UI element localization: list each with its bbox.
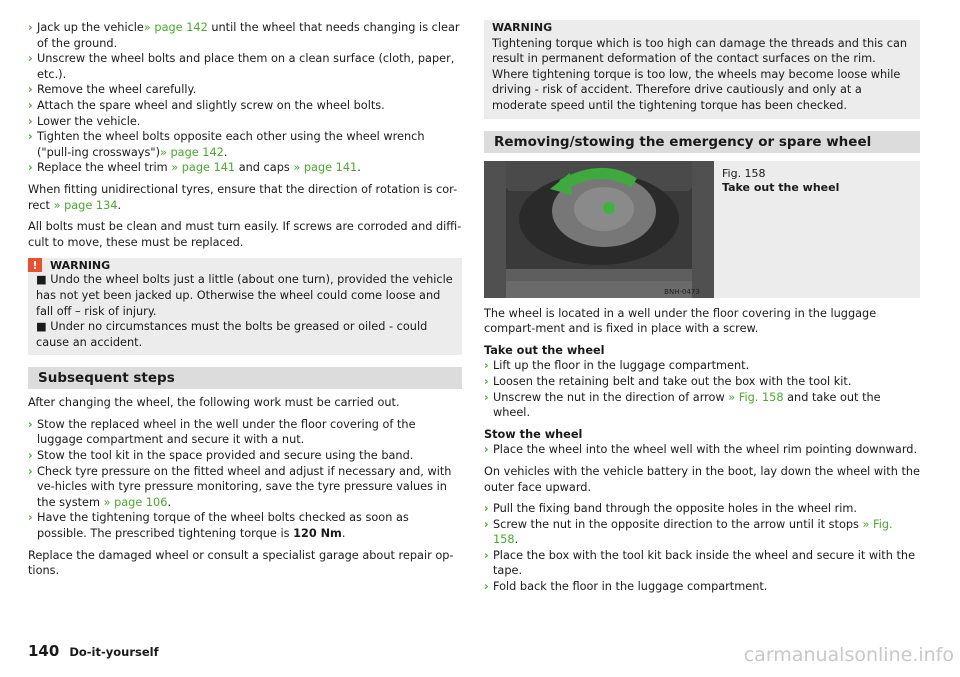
arrow-icon: ›: [484, 548, 489, 562]
paragraph: The wheel is located in a well under the floor covering in the luggage compart-ment and is fixed in place with a screw.: [484, 306, 877, 336]
page-link[interactable]: » page 106: [103, 495, 168, 509]
spare-wheel-illustration: [484, 161, 714, 298]
section-heading: Subsequent steps: [28, 367, 462, 389]
arrow-icon: ›: [28, 464, 33, 478]
arrow-icon: ›: [28, 83, 33, 97]
arrow-icon: ›: [28, 98, 33, 112]
paragraph: Replace the damaged wheel or consult a specialist garage about repair op-tions.: [28, 548, 454, 578]
page-link[interactable]: » page 141: [293, 161, 358, 175]
figure-title: Take out the wheel: [722, 180, 840, 194]
arrow-icon: ›: [28, 114, 33, 128]
stow-steps-a: [484, 442, 920, 458]
arrow-icon: ›: [28, 130, 33, 144]
step: › Lower the vehicle.: [28, 114, 141, 128]
page-link[interactable]: » page 134: [53, 198, 118, 212]
warning-title: WARNING: [50, 258, 111, 272]
step: › Tighten the wheel bolts opposite each other using the wheel wrench ("pull-ing crossways")» page 142.: [28, 130, 425, 159]
step: › Place the box with the tool kit back inside the wheel and secure it with the tape.: [484, 548, 916, 578]
steps-top: [28, 20, 462, 176]
warning-box: [28, 258, 462, 355]
step: › Stow the tool kit in the space provided and secure using the band.: [28, 449, 414, 463]
warning-box: [484, 20, 920, 119]
step: › Place the wheel into the wheel well with the wheel rim pointing downward.: [484, 443, 918, 457]
paragraph: All bolts must be clean and must turn easily. If screws are corroded and diffi-cult to move, these must be replaced.: [28, 220, 462, 249]
take-out-steps: [484, 358, 920, 420]
page-link[interactable]: » page 142: [143, 21, 208, 34]
left-column: [28, 20, 462, 579]
arrow-icon: ›: [28, 161, 33, 175]
arrow-icon: ›: [484, 390, 489, 404]
warning-body: Tightening torque which is too high can damage the threads and this can result in permanent deformation of the contact surfaces on the rim. Where tightening torque is too low, the wheels may become loose while driving - risk of accident. Therefore drive cautiously and only at a moderate speed until the tightening torque has been checked.: [492, 36, 908, 112]
step: › Stow the replaced wheel in the well under the floor covering of the luggage compartment and secure it with a nut.: [28, 417, 416, 447]
section-heading: Removing/stowing the emergency or spare wheel: [484, 131, 920, 153]
step: › Replace the wheel trim » page 141 and caps » page 141.: [28, 161, 361, 175]
arrow-icon: ›: [484, 443, 489, 457]
warning-icon: !: [28, 258, 42, 272]
arrow-icon: ›: [28, 52, 33, 66]
torque-value: 120 Nm: [293, 527, 342, 541]
arrow-icon: ›: [28, 21, 33, 34]
figure-code: BNH-0473: [664, 287, 700, 296]
step: › Jack up the vehicle» page 142 until the wheel that needs changing is clear of the ground.: [28, 21, 460, 50]
page-link[interactable]: » page 141: [171, 161, 236, 175]
step: › Check tyre pressure on the fitted wheel and adjust if necessary and, with ve-hicles with tyre pressure monitoring, save the tyre pressure values in the system » page 106.: [28, 464, 452, 509]
arrow-icon: ›: [484, 517, 489, 531]
figure-number: Fig. 158: [722, 166, 766, 180]
page-number: 140: [28, 642, 60, 660]
chapter-title: Do-it-yourself: [69, 645, 159, 659]
right-column: [484, 20, 920, 595]
step: › Loosen the retaining belt and take out the box with the tool kit.: [484, 374, 852, 388]
stow-steps-b: [484, 501, 920, 595]
arrow-icon: ›: [28, 417, 33, 431]
figure-caption: [714, 161, 847, 298]
arrow-icon: ›: [484, 374, 489, 388]
subheading: Stow the wheel: [484, 427, 583, 441]
warning-header: [28, 258, 454, 272]
warning-item: ■ Undo the wheel bolts just a little (about one turn), provided the vehicle has not yet been jacked up. Otherwise the wheel could come loose and fall off – risk of injury.: [36, 273, 453, 318]
step: › Attach the spare wheel and slightly screw on the wheel bolts.: [28, 98, 385, 112]
figure-image: [484, 161, 714, 298]
figure-link[interactable]: » Fig. 158: [728, 390, 784, 404]
arrow-icon: ›: [28, 449, 33, 463]
step: › Unscrew the wheel bolts and place them on a clean surface (cloth, paper, etc.).: [28, 52, 455, 81]
step: › Remove the wheel carefully.: [28, 83, 197, 97]
paragraph: On vehicles with the vehicle battery in the boot, lay down the wheel with the outer face upward.: [484, 464, 920, 494]
arrow-icon: ›: [28, 511, 33, 525]
arrow-icon: ›: [484, 580, 489, 594]
warning-item: ■ Under no circumstances must the bolts be greased or oiled - could cause an accident.: [36, 320, 428, 349]
page-footer: [28, 644, 159, 661]
arrow-icon: ›: [484, 502, 489, 516]
step: › Lift up the floor in the luggage compartment.: [484, 359, 750, 373]
step: › Screw the nut in the opposite direction to the arrow until it stops » Fig. 158.: [484, 517, 893, 547]
step: › Pull the fixing band through the opposite holes in the wheel rim.: [484, 502, 857, 516]
figure: [484, 161, 920, 298]
figure-link[interactable]: » Fig. 158: [493, 517, 893, 547]
subheading: Take out the wheel: [484, 343, 605, 357]
paragraph: After changing the wheel, the following work must be carried out.: [28, 396, 400, 410]
page-link[interactable]: » page 142: [159, 145, 224, 159]
arrow-icon: ›: [484, 359, 489, 373]
step: › Fold back the floor in the luggage compartment.: [484, 580, 768, 594]
watermark: carmanualsonline.info: [743, 644, 954, 666]
step: › Have the tightening torque of the wheel bolts checked as soon as possible. The prescribed tightening torque is 120 Nm.: [28, 511, 409, 541]
step: › Unscrew the nut in the direction of arrow » Fig. 158 and take out the wheel.: [484, 390, 881, 420]
steps-bottom: [28, 417, 462, 542]
paragraph: When fitting unidirectional tyres, ensure that the direction of rotation is cor-rect » page 134.: [28, 182, 458, 212]
warning-title: WARNING: [492, 21, 553, 34]
